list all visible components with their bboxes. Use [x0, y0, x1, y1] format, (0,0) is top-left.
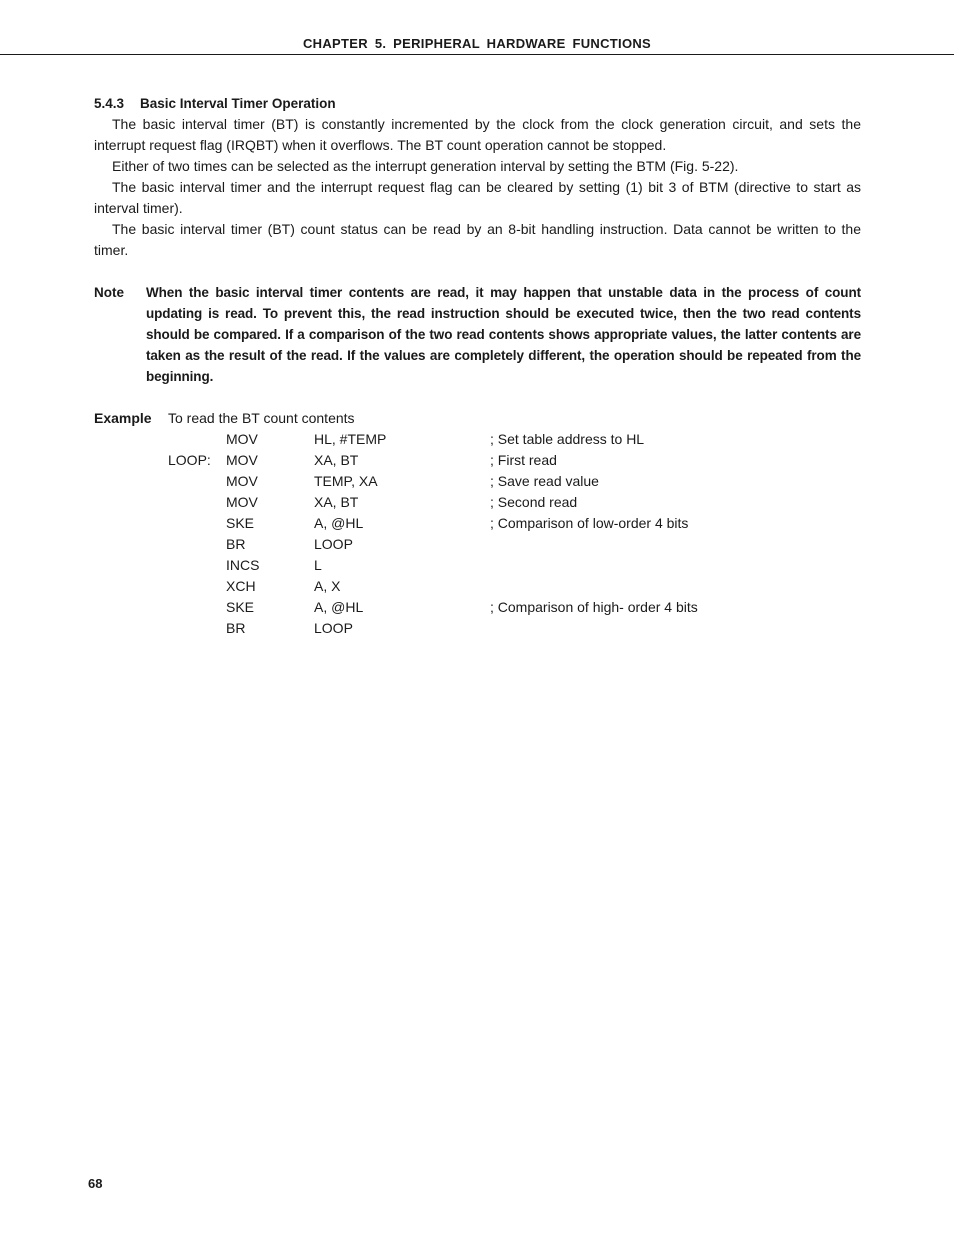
- code-row: [94, 450, 861, 471]
- code-comment: ; First read: [490, 452, 557, 468]
- code-arg: LOOP: [314, 620, 353, 636]
- code-label: [94, 534, 226, 555]
- paragraph-2: Either of two times can be selected as the interrupt generation interval by setting the BTM (Fig. 5-22).: [112, 158, 739, 174]
- code-label: [94, 597, 226, 618]
- example-block: [94, 408, 861, 639]
- code-label: [94, 492, 226, 513]
- code-comment: ; Comparison of low-order 4 bits: [490, 515, 689, 531]
- code-op: XCH: [226, 578, 256, 594]
- code-comment: [490, 534, 861, 555]
- section-number: 5.4.3: [94, 96, 125, 111]
- paragraph-1: The basic interval timer (BT) is constantly incremented by the clock from the clock generation circuit, and sets the interrupt request flag (IRQBT) when it overflows. The BT count operation cannot be stopped.: [94, 116, 861, 153]
- code-row: [94, 429, 861, 450]
- paragraph-4: The basic interval timer (BT) count status can be read by an 8-bit handling instruction. Data cannot be written to the timer.: [94, 221, 861, 258]
- chapter-header: CHAPTER 5. PERIPHERAL HARDWARE FUNCTIONS: [302, 36, 652, 51]
- code-comment: [490, 555, 861, 576]
- code-arg: A, @HL: [314, 515, 364, 531]
- code-label: [94, 429, 226, 450]
- section-title: Basic Interval Timer Operation: [140, 96, 336, 111]
- example-header: [94, 408, 861, 429]
- code-row: [94, 555, 861, 576]
- code-label: [94, 555, 226, 576]
- code-op: MOV: [226, 473, 258, 489]
- code-comment: [490, 576, 861, 597]
- code-op: SKE: [226, 599, 255, 615]
- code-op: BR: [226, 536, 246, 552]
- code-row: [94, 471, 861, 492]
- example-description: To read the BT count contents: [168, 410, 355, 426]
- note-block: [94, 282, 861, 387]
- code-arg: LOOP: [314, 536, 353, 552]
- code-label: [94, 576, 226, 597]
- code-op: INCS: [226, 557, 260, 573]
- code-arg: HL, #TEMP: [314, 431, 387, 447]
- code-comment: [490, 618, 861, 639]
- header-rule: [0, 54, 954, 55]
- code-op: MOV: [226, 431, 258, 447]
- note-label: Note: [94, 285, 124, 300]
- code-arg: XA, BT: [314, 494, 359, 510]
- code-op: BR: [226, 620, 246, 636]
- note-text: When the basic interval timer contents are read, it may happen that unstable data in the process of count updating is read. To prevent this, the read instruction should be executed twice, then the two read contents should be compared. If a comparison of the two read contents shows appropriate values, the latter contents are taken as the result of the read. If the values are completely different, the operation should be repeated from the beginning.: [146, 285, 861, 384]
- paragraph-3: The basic interval timer and the interrupt request flag can be cleared by setting (1) bit 3 of BTM (directive to start as interval timer).: [94, 179, 861, 216]
- code-row: [94, 492, 861, 513]
- code-label: [94, 618, 226, 639]
- code-arg: TEMP, XA: [314, 473, 378, 489]
- code-row: [94, 597, 861, 618]
- code-op: SKE: [226, 515, 255, 531]
- code-label: [94, 513, 226, 534]
- code-row: [94, 534, 861, 555]
- code-arg: A, @HL: [314, 599, 364, 615]
- example-label: Example: [94, 410, 152, 426]
- page-number: 68: [88, 1176, 103, 1191]
- code-arg: A, X: [314, 578, 341, 594]
- code-comment: ; Set table address to HL: [490, 431, 645, 447]
- code-label: [94, 471, 226, 492]
- code-op: MOV: [226, 494, 258, 510]
- section-heading: [94, 93, 861, 114]
- code-arg: L: [314, 557, 322, 573]
- code-row: [94, 618, 861, 639]
- code-label: LOOP:: [168, 452, 211, 468]
- code-comment: ; Comparison of high- order 4 bits: [490, 599, 698, 615]
- code-row: [94, 576, 861, 597]
- code-comment: ; Save read value: [490, 473, 599, 489]
- code-arg: XA, BT: [314, 452, 359, 468]
- code-op: MOV: [226, 452, 258, 468]
- code-comment: ; Second read: [490, 494, 578, 510]
- code-listing: [94, 429, 861, 639]
- page-content: [94, 93, 861, 639]
- code-row: [94, 513, 861, 534]
